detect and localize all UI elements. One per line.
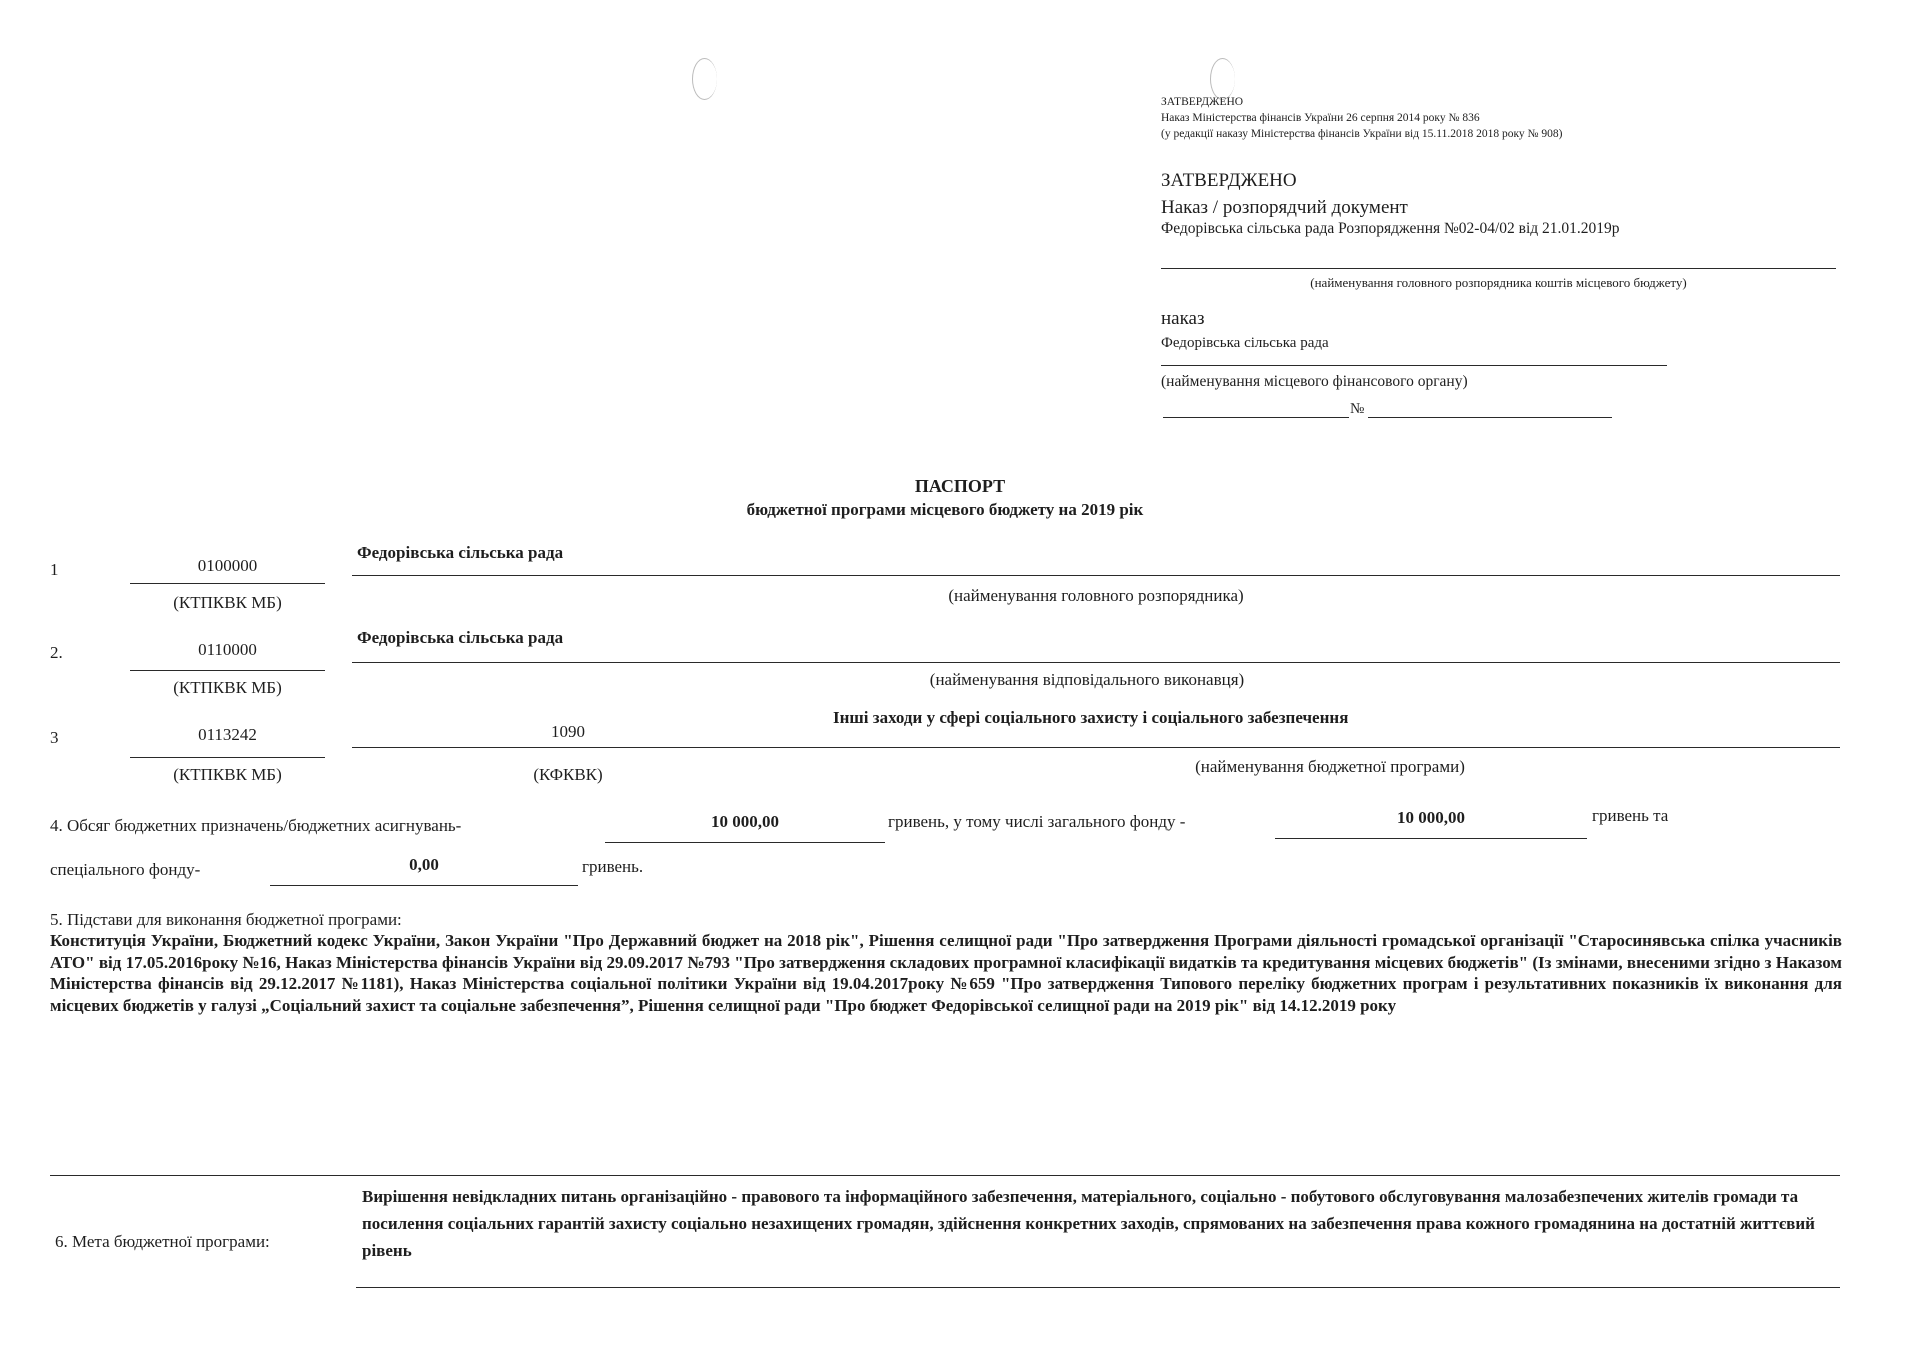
row3-number: 3 bbox=[50, 728, 59, 747]
row2-code-caption: (КТПКВК МБ) bbox=[173, 678, 282, 697]
caption-fin-body: (найменування місцевого фінансового органу) bbox=[1161, 373, 1468, 390]
section4-total-underline bbox=[605, 842, 885, 843]
section4-total-value: 10 000,00 bbox=[711, 812, 779, 831]
section4-prefix: 4. Обсяг бюджетних призначень/бюджетних асигнувань- bbox=[50, 816, 462, 835]
section4-suffix: гривень та bbox=[1592, 806, 1669, 825]
row1-code-caption: (КТПКВК МБ) bbox=[173, 593, 282, 612]
section4-special-label: спеціального фонду- bbox=[50, 860, 201, 879]
row1-name: Федорівська сільська рада bbox=[357, 543, 564, 562]
approval-top-title: ЗАТВЕРДЖЕНО bbox=[1161, 96, 1244, 108]
approval-main-title: ЗАТВЕРДЖЕНО bbox=[1161, 170, 1297, 191]
row1-code-underline bbox=[130, 583, 325, 584]
section5-title: 5. Підстави для виконання бюджетної програми: bbox=[50, 910, 402, 929]
row2-name: Федорівська сільська рада bbox=[357, 628, 564, 647]
section5-text: Конституція України, Бюджетний кодекс України, Закон України "Про Державний бюджет на 2018 рік", Рішення селищної ради "Про затвердження Програми діяльності громадської організації "Старосинявська спілка учасників АТО" від 17.05.2016року №16, Наказ Міністерства фінансів України від 29.09.2017 №793 "Про затвердження складових програмної класифікації видатків та кредитування місцевих бюджетів" (Із змінами, внесеними згідно з Наказом Міністерства фінансів від 29.12.2017 №1181), Наказ Міністерства соціальної політики України від 19.04.2017року №659 "Про затвердження Типового переліку бюджетних програм і результативних показників їх виконання для місцевих бюджетів у галузі „Соціальний захист та соціальне забезпечення”, Рішення селищної ради "Про бюджет Федорівської селищної ради на 2019 рік" від 14.12.2019 року bbox=[50, 931, 1842, 1015]
row2-code-underline bbox=[130, 670, 325, 671]
caption-main-manager: (найменування головного розпорядника коштів місцевого бюджету) bbox=[1310, 275, 1687, 290]
passport-title: ПАСПОРТ bbox=[914, 476, 1006, 496]
section4-special-underline bbox=[270, 885, 578, 886]
row3-code: 0113242 bbox=[198, 725, 257, 744]
scan-mark bbox=[1210, 58, 1235, 100]
approval-doc-type: Наказ / розпорядчий документ bbox=[1161, 197, 1408, 218]
row1-name-underline bbox=[352, 575, 1840, 576]
row3-name-caption: (найменування бюджетної програми) bbox=[1195, 757, 1465, 776]
row2-name-caption: (найменування відповідального виконавця) bbox=[929, 670, 1245, 689]
section6-text: Вирішення невідкладних питань організаційно - правового та інформаційного забезпечення, матеріального, соціально - побутового обслуговування малозабезпечених жителів громади та посилення соціальних гарантій захисту соціально незахищених громадян, здійснення конкретних заходів, спрямованих на забезпечення права кожного громадянина на достатній життєвий рівень bbox=[362, 1187, 1815, 1260]
section6-label: 6. Мета бюджетної програми: bbox=[55, 1232, 270, 1251]
section5-underline bbox=[50, 1175, 1840, 1176]
section4-middle: гривень, у тому числі загального фонду - bbox=[888, 812, 1186, 831]
approval-top-line1: Наказ Міністерства фінансів України 26 серпня 2014 року № 836 bbox=[1161, 112, 1480, 124]
number-sign: № bbox=[1350, 401, 1365, 417]
row2-name-underline bbox=[352, 662, 1840, 663]
order-word: наказ bbox=[1161, 308, 1205, 329]
row3-name: Інші заходи у сфері соціального захисту і соціального забезпечення bbox=[833, 708, 1349, 727]
row3-code-underline bbox=[130, 757, 325, 758]
row3-kfkvk: 1090 bbox=[551, 722, 585, 741]
row3-code-caption: (КТПКВК МБ) bbox=[173, 765, 282, 784]
row1-number: 1 bbox=[50, 560, 59, 579]
section4-special-suffix: гривень. bbox=[582, 857, 644, 876]
fin-body-name: Федорівська сільська рада bbox=[1161, 335, 1329, 351]
row3-name-underline bbox=[352, 747, 1840, 748]
section4-special-value: 0,00 bbox=[409, 855, 439, 874]
section6-underline bbox=[356, 1287, 1840, 1288]
approval-underline-1 bbox=[1161, 268, 1836, 269]
scan-mark bbox=[692, 58, 717, 100]
number-underline bbox=[1368, 417, 1612, 418]
row2-number: 2. bbox=[50, 643, 63, 662]
approval-doc-ref: Федорівська сільська рада Розпорядження №02-04/02 від 21.01.2019р bbox=[1161, 220, 1620, 237]
row1-code: 0100000 bbox=[197, 556, 258, 575]
approval-top-line2: (у редакції наказу Міністерства фінансів України від 15.11.2018 2018 року № 908) bbox=[1161, 128, 1563, 140]
row2-code: 0110000 bbox=[198, 640, 257, 659]
row3-kfkvk-caption: (КФКВК) bbox=[533, 765, 603, 784]
passport-subtitle: бюджетної програми місцевого бюджету на 2019 рік bbox=[746, 500, 1144, 519]
approval-underline-2 bbox=[1161, 365, 1667, 366]
row1-name-caption: (найменування головного розпорядника) bbox=[948, 586, 1244, 605]
date-underline bbox=[1163, 417, 1349, 418]
section4-general-value: 10 000,00 bbox=[1397, 808, 1465, 827]
section4-general-underline bbox=[1275, 838, 1587, 839]
